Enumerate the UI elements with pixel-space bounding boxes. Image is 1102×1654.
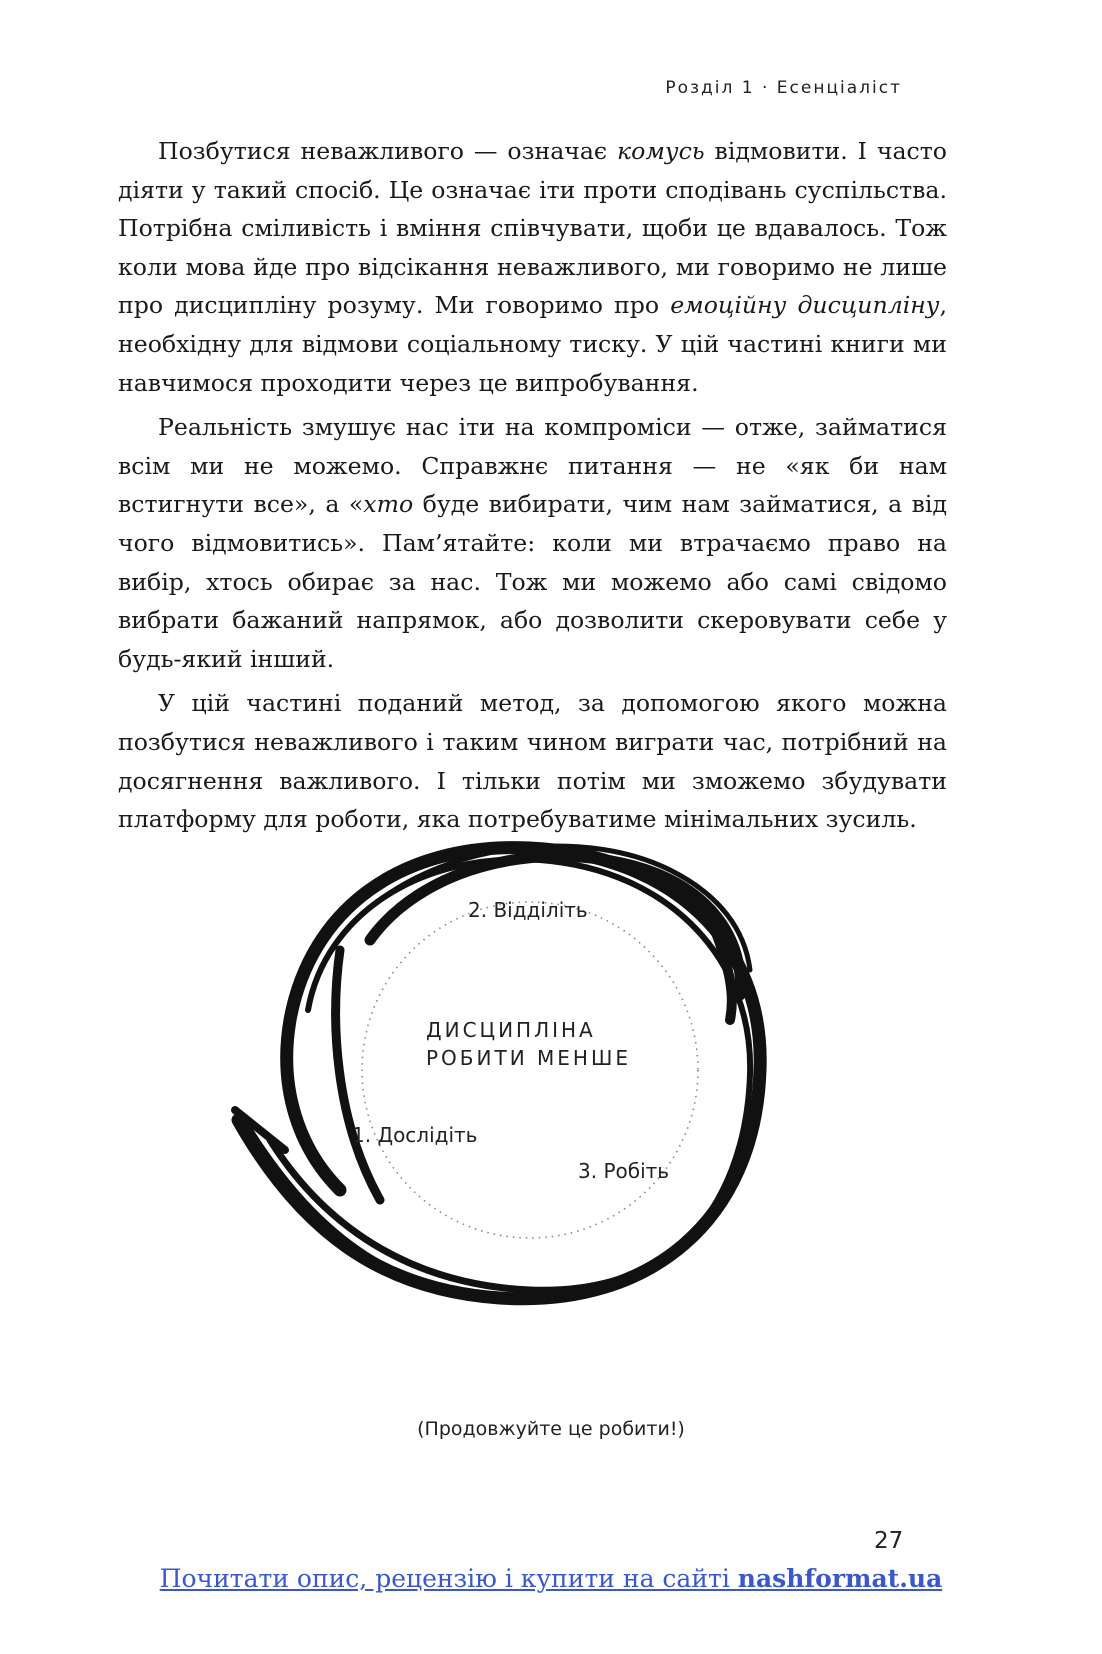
paragraph-2: Реальність змушує нас іти на компроміси — отже, займатися всім ми не можемо. Справжнє питання — не «як би нам встигнути все», а «хто буде вибирати, чим нам займатися, а від чого відмовитись». Пам’ятайте: коли ми втрачаємо право на вибір, хтось обирає за нас. Тож ми можемо або самі свідомо вибрати бажаний напрямок, або дозволити скеровувати себе у будь-який інший. bbox=[118, 413, 947, 673]
step-separate-label: 2. Відділіть bbox=[468, 898, 588, 922]
site-link[interactable]: nashformat.ua bbox=[737, 1564, 943, 1593]
step-explore-label: 1. Дослідіть bbox=[352, 1123, 478, 1147]
paragraph-1: Позбутися неважливого — означає комусь відмовити. І часто діяти у такий спосіб. Це означає іти проти сподівань суспільства. Потрібна сміливість і вміння співчувати, щоби це вдавалось. Тож коли мова йде про відсікання неважливого, ми говоримо не лише про дисципліну розуму. Ми говоримо про емоційну дисципліну, необхідну для відмови соціальному тиску. У цій частині книги ми навчимося проходити через це випробування. bbox=[118, 137, 947, 397]
diagram-caption: (Продовжуйте це робити!) bbox=[417, 1418, 685, 1440]
running-head: Розділ 1 · Есенціаліст bbox=[665, 78, 902, 98]
diagram-center-title: ДИСЦИПЛІНА РОБИТИ МЕНШЕ bbox=[426, 1018, 631, 1070]
cycle-diagram bbox=[230, 820, 850, 1380]
purchase-link[interactable]: Почитати опис, рецензію і купити на сайті nashformat.ua bbox=[159, 1564, 943, 1593]
body-text bbox=[118, 132, 947, 845]
page-number: 27 bbox=[874, 1528, 904, 1554]
step-do-label: 3. Робіть bbox=[578, 1159, 670, 1183]
paragraph-3: У цій частині поданий метод, за допомогою якого можна позбутися неважливого і таким чином виграти час, потрібний на досягнення важливого. І тільки потім ми зможемо збудувати платформу для роботи, яка потребуватиме мінімальних зусиль. bbox=[118, 689, 947, 834]
